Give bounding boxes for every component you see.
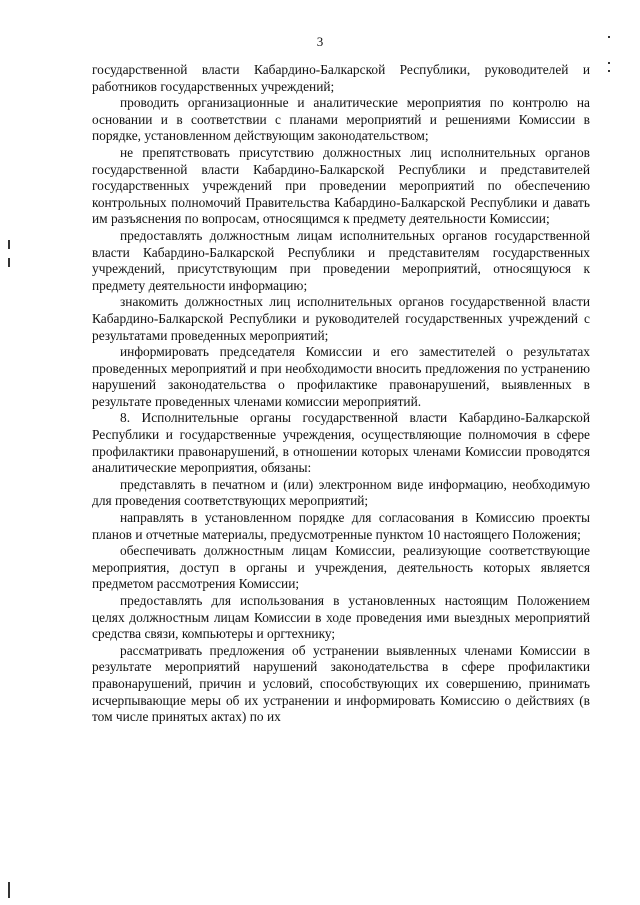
paragraph-5: знакомить должностных лиц исполнительных органов государственной власти Кабардино-Балкарской Республики и руководителей государственных учреждений с результатами проведенных мероприятий;: [92, 294, 590, 343]
scan-mark-left-upper: [8, 240, 10, 249]
paragraph-4: предоставлять должностным лицам исполнительных органов государственной власти Кабардино-Балкарской Республики и представителям государственных учреждений, присутствующим при проведении мероприятий, относящуюся к предмету деятельности информацию;: [92, 227, 590, 293]
paragraph-11: предоставлять для использования в установленных настоящим Положением целях должностным лицам Комиссии в ходе проведения ими выездных мероприятий средства связи, компьютеры и оргтехнику;: [92, 593, 590, 642]
paragraph-9: направлять в установленном порядке для согласования в Комиссию проекты планов и отчетные материалы, предусмотренные пунктом 10 настоящего Положения;: [92, 510, 590, 542]
scan-mark-top-right-1: [608, 36, 610, 38]
paragraph-1: государственной власти Кабардино-Балкарской Республики, руководителей и работников государственных учреждений;: [92, 62, 590, 94]
scan-mark-top-right-3: [608, 70, 610, 72]
scan-mark-left-middle: [8, 258, 10, 267]
scan-mark-left-lower: [8, 882, 10, 898]
page-number: 3: [316, 34, 324, 49]
paragraph-12: рассматривать предложения об устранении выявленных членами Комиссии в результате мероприятий нарушений законодательства в сфере профилактики правонарушений, причин и условий, способствующих их совершению, принимать исчерпывающие меры об их устранении и информировать Комиссию о действиях (в том числе принятых актах) по их: [92, 642, 590, 725]
paragraph-8: представлять в печатном и (или) электронном виде информацию, необходимую для проведения соответствующих мероприятий;: [92, 476, 590, 509]
paragraph-2: проводить организационные и аналитические мероприятия по контролю на основании и в соответствии с планами мероприятий и решениями Комиссии в порядке, установленном действующим законодательством;: [92, 95, 590, 144]
paragraph-7: 8. Исполнительные органы государственной власти Кабардино-Балкарской Республики и государственные учреждения, осуществляющие полномочия в сфере профилактики правонарушений, в отношении которых членами Комиссии проводятся аналитические мероприятия, обязаны:: [92, 410, 590, 476]
paragraph-10: обеспечивать должностным лицам Комиссии, реализующие соответствующие мероприятия, доступ в органы и учреждения, деятельность которых является предметом рассмотрения Комиссии;: [92, 543, 590, 592]
scan-mark-top-right-2: [608, 62, 610, 64]
paragraph-3: не препятствовать присутствию должностных лиц исполнительных органов государственной власти Кабардино-Балкарской Республики и представителей государственных учреждений при проведении мероприятий по обеспечению контрольных полномочий Правительства Кабардино-Балкарской Республики и давать им разъяснения по вопросам, относящимся к предмету деятельности Комиссии;: [92, 144, 590, 227]
document-body: [92, 62, 590, 726]
paragraph-6: информировать председателя Комиссии и его заместителей о результатах проведенных мероприятий и при необходимости вносить предложения по устранению нарушений законодательства о профилактике правонарушений, выявленных в результате проведенных членами комиссии мероприятий.: [92, 344, 590, 409]
